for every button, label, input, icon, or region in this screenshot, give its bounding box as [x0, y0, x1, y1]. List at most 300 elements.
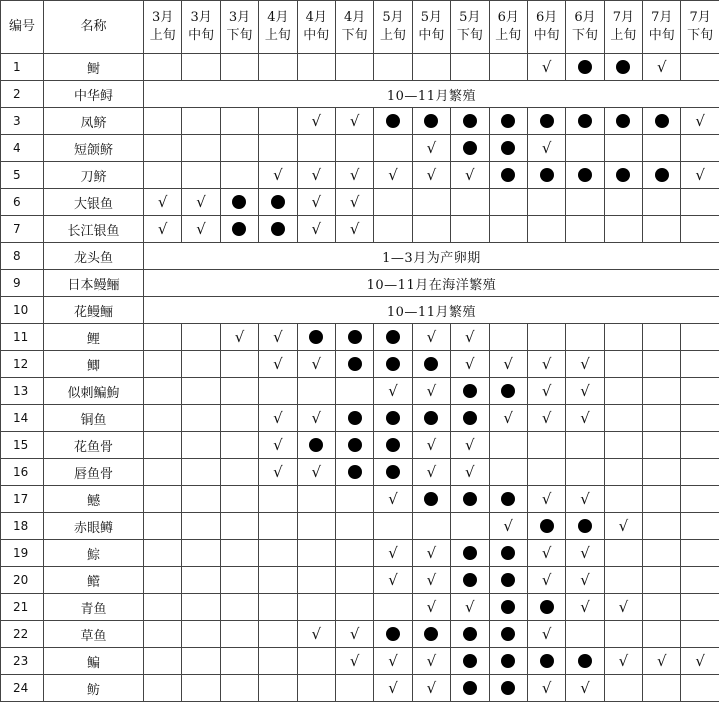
- spawning-check: √: [311, 166, 322, 184]
- period-cell: [604, 108, 642, 135]
- spawning-check: √: [580, 490, 590, 508]
- fish-name: 凤鲚: [44, 108, 144, 135]
- period-cell: [681, 648, 719, 675]
- header-month: 4月: [305, 10, 327, 25]
- period-cell: [489, 594, 527, 621]
- spawning-check: √: [234, 328, 245, 346]
- spawning-check: √: [503, 355, 513, 373]
- header-period: [451, 1, 489, 54]
- peak-spawning-dot: [501, 681, 515, 695]
- period-cell: [527, 459, 565, 486]
- peak-spawning-dot: [424, 357, 438, 371]
- spawning-note: 10—11月在海洋繁殖: [144, 270, 719, 297]
- period-cell: [412, 378, 450, 405]
- period-cell: [374, 351, 412, 378]
- row-number: 15: [1, 432, 44, 459]
- period-cell: [643, 108, 681, 135]
- period-cell: [144, 675, 182, 702]
- period-cell: [144, 135, 182, 162]
- period-cell: [451, 405, 489, 432]
- period-cell: [335, 594, 373, 621]
- period-cell: [297, 54, 335, 81]
- fish-name: 鳡: [44, 486, 144, 513]
- period-cell: [681, 189, 719, 216]
- period-cell: [527, 108, 565, 135]
- peak-spawning-dot: [655, 168, 669, 182]
- peak-spawning-dot: [501, 654, 515, 668]
- table-row: [1, 594, 719, 621]
- period-cell: [566, 486, 604, 513]
- spawning-check: √: [273, 436, 283, 454]
- period-cell: [489, 162, 527, 189]
- table-row: [1, 459, 719, 486]
- period-cell: [604, 351, 642, 378]
- peak-spawning-dot: [616, 60, 630, 74]
- period-cell: [604, 432, 642, 459]
- period-cell: [220, 486, 258, 513]
- table-row: [1, 162, 719, 189]
- period-cell: [604, 459, 642, 486]
- header-month: 4月: [267, 10, 289, 25]
- period-cell: [566, 378, 604, 405]
- header-decade: 下旬: [687, 28, 714, 43]
- period-cell: [604, 135, 642, 162]
- peak-spawning-dot: [463, 384, 477, 398]
- period-cell: [182, 135, 220, 162]
- spawning-note: 10—11月繁殖: [144, 297, 719, 324]
- spawning-check: √: [311, 193, 322, 211]
- period-cell: [412, 162, 450, 189]
- header-period: [566, 1, 604, 54]
- peak-spawning-dot: [655, 114, 669, 128]
- period-cell: [412, 324, 450, 351]
- header-decade: 上旬: [380, 28, 407, 43]
- period-cell: [681, 324, 719, 351]
- peak-spawning-dot: [463, 492, 477, 506]
- period-cell: [297, 135, 335, 162]
- spawning-check: √: [273, 166, 283, 184]
- peak-spawning-dot: [578, 519, 592, 533]
- period-cell: [220, 675, 258, 702]
- spawning-check: √: [503, 409, 513, 427]
- period-cell: [412, 405, 450, 432]
- row-number: 22: [1, 621, 44, 648]
- header-period: [335, 1, 373, 54]
- fish-name: 鲥: [44, 54, 144, 81]
- period-cell: [335, 378, 373, 405]
- period-cell: [681, 567, 719, 594]
- peak-spawning-dot: [463, 411, 477, 425]
- period-cell: [527, 621, 565, 648]
- period-cell: [220, 54, 258, 81]
- period-cell: [566, 162, 604, 189]
- header-period: [643, 1, 681, 54]
- period-cell: [604, 513, 642, 540]
- period-cell: [681, 162, 719, 189]
- period-cell: [412, 459, 450, 486]
- spawning-check: √: [426, 382, 437, 400]
- period-cell: [604, 621, 642, 648]
- spawning-check: √: [541, 139, 552, 157]
- header-month: 3月: [190, 10, 212, 25]
- period-cell: [489, 216, 527, 243]
- peak-spawning-dot: [232, 222, 246, 236]
- period-cell: [144, 405, 182, 432]
- spawning-check: √: [541, 355, 552, 373]
- period-cell: [220, 324, 258, 351]
- period-cell: [335, 216, 373, 243]
- period-cell: [489, 351, 527, 378]
- spawning-check: √: [541, 490, 552, 508]
- period-cell: [335, 324, 373, 351]
- row-number: 5: [1, 162, 44, 189]
- period-cell: [374, 513, 412, 540]
- period-cell: [527, 486, 565, 513]
- period-cell: [259, 513, 297, 540]
- period-cell: [220, 351, 258, 378]
- period-cell: [335, 459, 373, 486]
- period-cell: [182, 648, 220, 675]
- header-name: 名称: [44, 1, 144, 54]
- period-cell: [527, 513, 565, 540]
- period-cell: [643, 189, 681, 216]
- period-cell: [489, 405, 527, 432]
- header-month: 6月: [535, 10, 558, 25]
- header-month: 3月: [228, 10, 251, 25]
- period-cell: [681, 54, 719, 81]
- spawning-note: 1—3月为产卵期: [144, 243, 719, 270]
- spawning-check: √: [388, 652, 398, 670]
- row-number: 19: [1, 540, 44, 567]
- period-cell: [335, 135, 373, 162]
- period-cell: [220, 162, 258, 189]
- period-cell: [297, 648, 335, 675]
- period-cell: [681, 216, 719, 243]
- header-decade: 中旬: [188, 28, 215, 43]
- fish-name: 长江银鱼: [44, 216, 144, 243]
- period-cell: [144, 189, 182, 216]
- peak-spawning-dot: [424, 627, 438, 641]
- peak-spawning-dot: [309, 438, 323, 452]
- period-cell: [412, 567, 450, 594]
- period-cell: [412, 108, 450, 135]
- period-cell: [643, 432, 681, 459]
- period-cell: [604, 540, 642, 567]
- spawning-check: √: [157, 220, 168, 238]
- table-row: [1, 486, 719, 513]
- period-cell: [643, 486, 681, 513]
- period-cell: [259, 621, 297, 648]
- period-cell: [604, 54, 642, 81]
- period-cell: [527, 540, 565, 567]
- period-cell: [451, 162, 489, 189]
- period-cell: [527, 594, 565, 621]
- spawning-check: √: [465, 436, 475, 454]
- period-cell: [681, 621, 719, 648]
- fish-name: 花鱼骨: [44, 432, 144, 459]
- fish-name: 似刺鳊鮈: [44, 378, 144, 405]
- peak-spawning-dot: [309, 330, 323, 344]
- table-row: [1, 378, 719, 405]
- period-cell: [374, 540, 412, 567]
- peak-spawning-dot: [348, 330, 362, 344]
- period-cell: [527, 405, 565, 432]
- table-row: [1, 54, 719, 81]
- period-cell: [259, 162, 297, 189]
- peak-spawning-dot: [271, 222, 285, 236]
- peak-spawning-dot: [463, 681, 477, 695]
- spawning-check: √: [465, 328, 475, 346]
- period-cell: [220, 567, 258, 594]
- period-cell: [412, 594, 450, 621]
- peak-spawning-dot: [424, 492, 438, 506]
- fish-name: 花鳗鲡: [44, 297, 144, 324]
- period-cell: [489, 540, 527, 567]
- spawning-check: √: [580, 544, 590, 562]
- period-cell: [297, 567, 335, 594]
- peak-spawning-dot: [578, 654, 592, 668]
- fish-name: 青鱼: [44, 594, 144, 621]
- period-cell: [451, 567, 489, 594]
- period-cell: [374, 594, 412, 621]
- period-cell: [681, 675, 719, 702]
- period-cell: [566, 675, 604, 702]
- peak-spawning-dot: [540, 600, 554, 614]
- period-cell: [297, 594, 335, 621]
- row-number: 13: [1, 378, 44, 405]
- period-cell: [220, 432, 258, 459]
- period-cell: [259, 540, 297, 567]
- peak-spawning-dot: [348, 411, 362, 425]
- period-cell: [144, 216, 182, 243]
- peak-spawning-dot: [232, 195, 246, 209]
- period-cell: [182, 162, 220, 189]
- peak-spawning-dot: [501, 114, 515, 128]
- period-cell: [220, 378, 258, 405]
- period-cell: [489, 324, 527, 351]
- peak-spawning-dot: [578, 60, 592, 74]
- spawning-check: √: [618, 652, 629, 670]
- spawning-check: √: [580, 598, 590, 616]
- fish-name: 唇鱼骨: [44, 459, 144, 486]
- period-cell: [182, 513, 220, 540]
- fish-name: 中华鲟: [44, 81, 144, 108]
- period-cell: [451, 351, 489, 378]
- peak-spawning-dot: [540, 168, 554, 182]
- period-cell: [643, 459, 681, 486]
- header-month: 7月: [612, 10, 635, 25]
- period-cell: [566, 189, 604, 216]
- spawning-check: √: [580, 355, 590, 373]
- period-cell: [259, 189, 297, 216]
- peak-spawning-dot: [501, 573, 515, 587]
- peak-spawning-dot: [578, 114, 592, 128]
- period-cell: [144, 351, 182, 378]
- header-period: [489, 1, 527, 54]
- peak-spawning-dot: [424, 411, 438, 425]
- period-cell: [374, 216, 412, 243]
- spawning-check: √: [426, 463, 437, 481]
- spawning-check: √: [388, 166, 398, 184]
- period-cell: [144, 594, 182, 621]
- period-cell: [566, 567, 604, 594]
- spawning-check: √: [618, 517, 629, 535]
- row-number: 4: [1, 135, 44, 162]
- period-cell: [451, 378, 489, 405]
- spawning-check: √: [465, 166, 475, 184]
- period-cell: [144, 432, 182, 459]
- period-cell: [489, 432, 527, 459]
- period-cell: [566, 108, 604, 135]
- spawning-check: √: [541, 544, 552, 562]
- peak-spawning-dot: [501, 141, 515, 155]
- period-cell: [643, 54, 681, 81]
- period-cell: [527, 216, 565, 243]
- peak-spawning-dot: [463, 627, 477, 641]
- row-number: 10: [1, 297, 44, 324]
- period-cell: [451, 135, 489, 162]
- period-cell: [182, 108, 220, 135]
- row-number: 6: [1, 189, 44, 216]
- period-cell: [451, 675, 489, 702]
- header-period: [604, 1, 642, 54]
- fish-name: 鲤: [44, 324, 144, 351]
- header-period: [412, 1, 450, 54]
- fish-name: 鳤: [44, 567, 144, 594]
- period-cell: [643, 135, 681, 162]
- header-decade: 中旬: [418, 28, 445, 43]
- period-cell: [259, 324, 297, 351]
- header-month: 5月: [420, 10, 443, 25]
- period-cell: [335, 108, 373, 135]
- spawning-check: √: [273, 409, 283, 427]
- period-cell: [604, 324, 642, 351]
- period-cell: [144, 648, 182, 675]
- header-decade: 中旬: [303, 28, 330, 43]
- period-cell: [182, 540, 220, 567]
- period-cell: [681, 540, 719, 567]
- period-cell: [643, 351, 681, 378]
- period-cell: [335, 540, 373, 567]
- spawning-check: √: [349, 166, 360, 184]
- period-cell: [489, 648, 527, 675]
- period-cell: [451, 594, 489, 621]
- period-cell: [182, 486, 220, 513]
- period-cell: [451, 621, 489, 648]
- period-cell: [643, 594, 681, 621]
- period-cell: [566, 351, 604, 378]
- period-cell: [489, 567, 527, 594]
- spawning-check: √: [541, 625, 552, 643]
- spawning-check: √: [349, 652, 360, 670]
- fish-name: 鳊: [44, 648, 144, 675]
- table-row: [1, 216, 719, 243]
- period-cell: [412, 216, 450, 243]
- period-cell: [220, 189, 258, 216]
- spawning-check: √: [349, 193, 360, 211]
- header-month: 5月: [382, 10, 404, 25]
- period-cell: [297, 216, 335, 243]
- period-cell: [566, 513, 604, 540]
- period-cell: [182, 459, 220, 486]
- row-number: 2: [1, 81, 44, 108]
- spawning-check: √: [196, 193, 206, 211]
- period-cell: [451, 432, 489, 459]
- period-cell: [527, 675, 565, 702]
- period-cell: [566, 540, 604, 567]
- period-cell: [182, 54, 220, 81]
- table-body: [1, 54, 719, 702]
- spawning-check: √: [157, 193, 168, 211]
- table-row: [1, 189, 719, 216]
- header-num: 编号: [1, 1, 44, 54]
- period-cell: [489, 621, 527, 648]
- period-cell: [259, 459, 297, 486]
- period-cell: [527, 162, 565, 189]
- table-row: [1, 108, 719, 135]
- period-cell: [643, 567, 681, 594]
- spawning-check: √: [196, 220, 206, 238]
- peak-spawning-dot: [540, 519, 554, 533]
- peak-spawning-dot: [578, 168, 592, 182]
- table-row: [1, 648, 719, 675]
- table-row: [1, 270, 719, 297]
- spawning-check: √: [465, 355, 475, 373]
- period-cell: [182, 621, 220, 648]
- peak-spawning-dot: [386, 627, 400, 641]
- period-cell: [566, 621, 604, 648]
- period-cell: [220, 540, 258, 567]
- spawning-check: √: [426, 544, 437, 562]
- header-month: 6月: [574, 10, 596, 25]
- fish-name: 铜鱼: [44, 405, 144, 432]
- period-cell: [144, 540, 182, 567]
- period-cell: [335, 675, 373, 702]
- period-cell: [182, 351, 220, 378]
- spawning-check: √: [311, 112, 322, 130]
- period-cell: [297, 621, 335, 648]
- period-cell: [259, 108, 297, 135]
- period-cell: [489, 675, 527, 702]
- period-cell: [374, 54, 412, 81]
- period-cell: [335, 405, 373, 432]
- spawning-check: √: [580, 409, 590, 427]
- period-cell: [643, 162, 681, 189]
- period-cell: [297, 351, 335, 378]
- header-month: 6月: [497, 10, 519, 25]
- table-header: [1, 1, 719, 54]
- spawning-check: √: [503, 517, 513, 535]
- period-cell: [374, 648, 412, 675]
- header-period: [259, 1, 297, 54]
- spawning-check: √: [541, 679, 552, 697]
- period-cell: [451, 216, 489, 243]
- period-cell: [220, 459, 258, 486]
- period-cell: [335, 432, 373, 459]
- period-cell: [681, 486, 719, 513]
- header-decade: 上旬: [610, 28, 637, 43]
- table-row: [1, 405, 719, 432]
- period-cell: [144, 324, 182, 351]
- period-cell: [451, 513, 489, 540]
- table-row: [1, 675, 719, 702]
- spawning-check: √: [273, 328, 283, 346]
- period-cell: [451, 486, 489, 513]
- period-cell: [412, 54, 450, 81]
- period-cell: [489, 189, 527, 216]
- period-cell: [297, 432, 335, 459]
- period-cell: [604, 648, 642, 675]
